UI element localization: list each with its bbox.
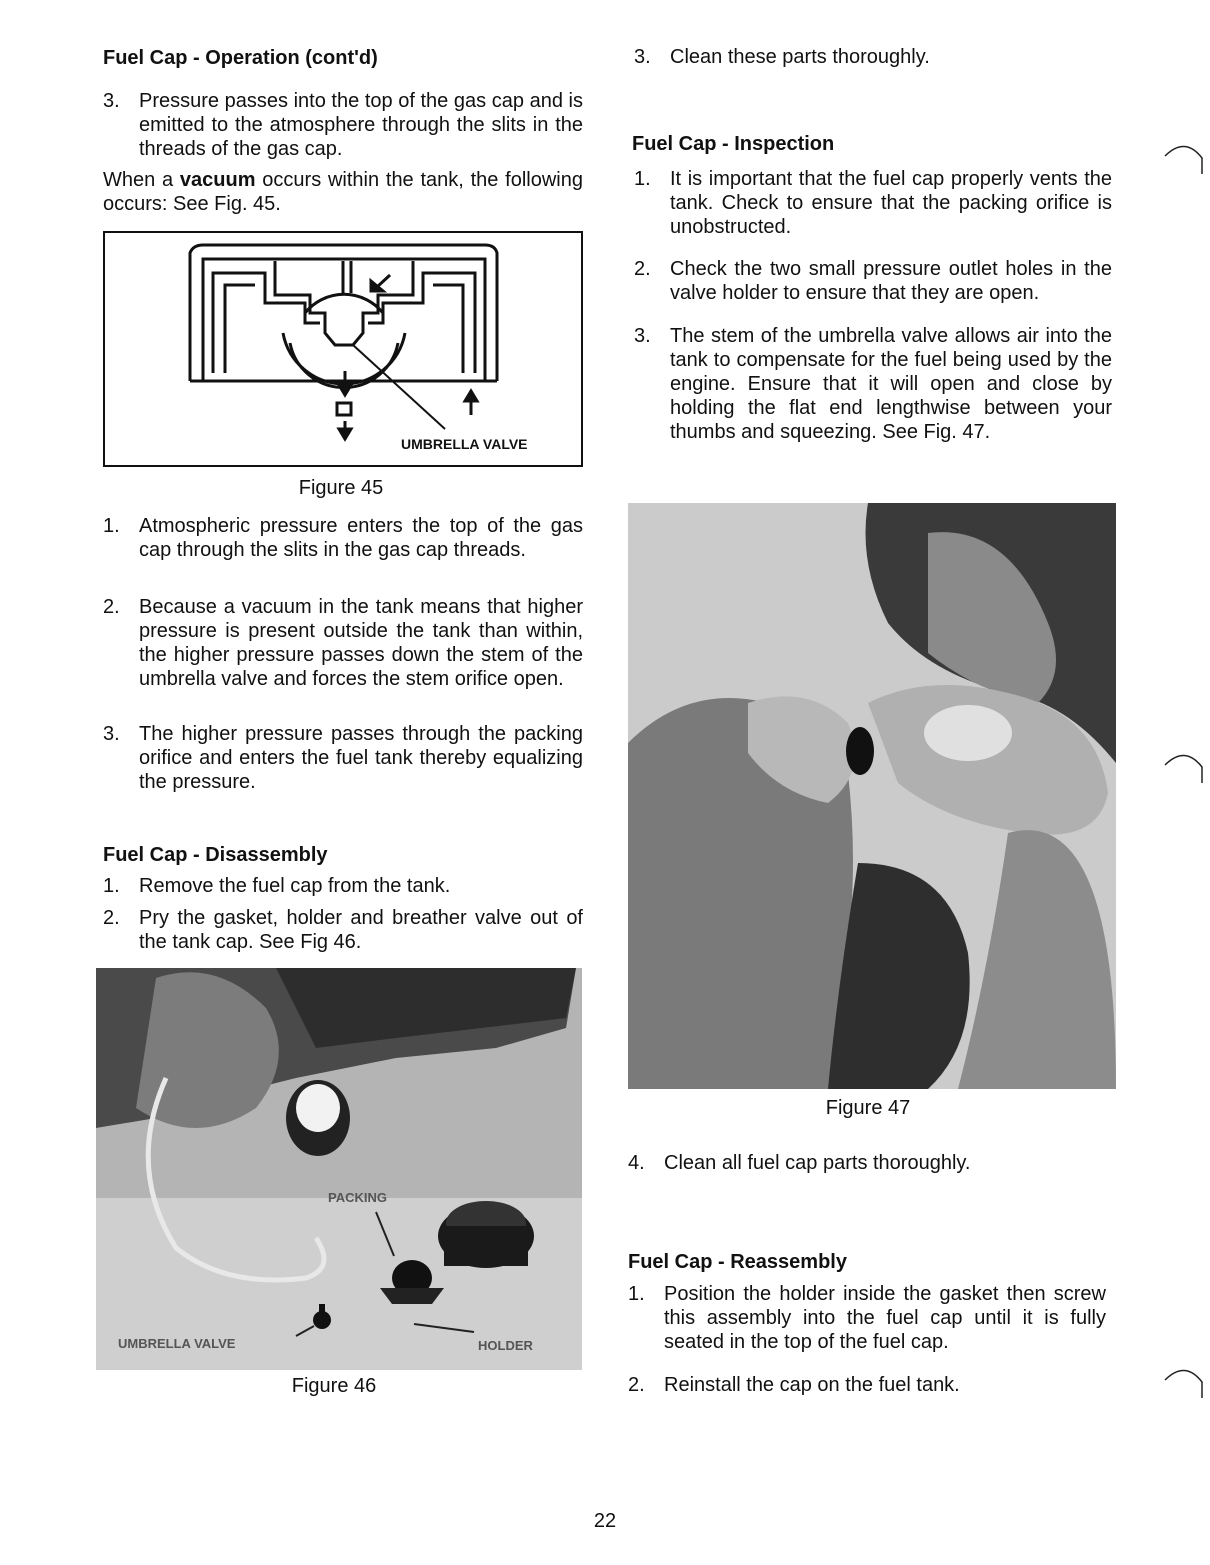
figure-47-caption: Figure 47: [825, 1097, 911, 1119]
binding-hole-mark-top: [1160, 138, 1210, 198]
figure-45-caption: Figure 45: [298, 477, 384, 499]
figure-47-photo: [628, 503, 1116, 1089]
step-text: Position the holder inside the gasket then screw this assembly into the fuel cap until it is fully seated in the top of the fuel cap.: [664, 1283, 1106, 1353]
disassembly-step-2: [103, 906, 583, 954]
vacuum-text-before: When a: [103, 169, 180, 191]
step-text: Pressure passes into the top of the gas cap and is emitted to the atmosphere through the slits in the threads of the gas cap.: [139, 90, 583, 160]
step-text: The higher pressure passes through the packing orifice and enters the fuel tank thereby equalizing the pressure.: [139, 723, 583, 793]
step-text: Clean these parts thoroughly.: [670, 46, 930, 68]
step-number: 1.: [634, 168, 651, 190]
thumbs-squeezing-valve-photo: [628, 503, 1116, 1089]
step-text: The stem of the umbrella valve allows air into the tank to compensate for the fuel being used by the engine. Ensure that it will open and close by holding the flat end lengthwise between your thumbs and squeezing. See Fig. 47.: [670, 325, 1112, 443]
step-text: Because a vacuum in the tank means that higher pressure is present outside the tank than within, the higher pressure passes down the stem of the umbrella valve and forces the stem orifice open.: [139, 596, 583, 690]
binding-hole-mark-middle: [1160, 745, 1210, 805]
page-number: 22: [593, 1510, 617, 1532]
step-text: Reinstall the cap on the fuel tank.: [664, 1374, 960, 1396]
fuel-cap-parts-photo: [96, 968, 582, 1370]
step-number: 3.: [634, 325, 651, 347]
step-number: 3.: [634, 46, 651, 68]
step-number: 1.: [628, 1283, 645, 1305]
step-number: 3.: [103, 723, 120, 745]
vacuum-step-1: [103, 514, 583, 562]
binding-hole-mark-bottom: [1160, 1360, 1210, 1420]
step-text: Clean all fuel cap parts thoroughly.: [664, 1152, 971, 1174]
disassembly-heading: Fuel Cap - Disassembly: [103, 844, 328, 866]
disassembly-step-1: [103, 874, 583, 898]
vacuum-text-after: occurs within the tank, the following occurs: See Fig. 45.: [103, 169, 583, 215]
vacuum-step-3: [103, 722, 583, 794]
umbrella-valve-label: UMBRELLA VALVE: [401, 436, 528, 452]
vacuum-bold: vacuum: [179, 169, 256, 191]
step-text: Check the two small pressure outlet holes in the valve holder to ensure that they are open.: [670, 258, 1112, 304]
umbrella-valve-photo-label: UMBRELLA VALVE: [118, 1336, 236, 1351]
step-text: It is important that the fuel cap properly vents the tank. Check to ensure that the packing orifice is unobstructed.: [670, 168, 1112, 238]
packing-label: PACKING: [328, 1190, 387, 1205]
figure-45-diagram: [103, 231, 583, 467]
figure-46-photo: [96, 968, 582, 1370]
figure-46-caption: Figure 46: [291, 1375, 377, 1397]
step-text: Remove the fuel cap from the tank.: [139, 875, 451, 897]
step-number: 1.: [103, 515, 120, 537]
step-number: 3.: [103, 90, 120, 112]
inspection-heading: Fuel Cap - Inspection: [632, 133, 835, 155]
vacuum-paragraph: [103, 168, 583, 216]
step-number: 4.: [628, 1152, 645, 1174]
reassembly-step-2: [628, 1373, 1106, 1397]
step-text: Pry the gasket, holder and breather valve out of the tank cap. See Fig 46.: [139, 907, 583, 953]
step-number: 2.: [103, 907, 120, 929]
reassembly-step-1: [628, 1282, 1106, 1354]
fuel-cap-cross-section-drawing: [105, 233, 581, 465]
holder-label: HOLDER: [478, 1338, 533, 1353]
step-number: 2.: [634, 258, 651, 280]
reassembly-heading: Fuel Cap - Reassembly: [628, 1251, 847, 1273]
clean-parts-step: [634, 45, 1114, 69]
step-text: Atmospheric pressure enters the top of the gas cap through the slits in the gas cap threads.: [139, 515, 583, 561]
inspection-step-3: [634, 324, 1112, 444]
inspection-step-2: [634, 257, 1112, 305]
vacuum-step-2: [103, 595, 583, 691]
step-number: 2.: [628, 1374, 645, 1396]
clean-all-step: [628, 1151, 1108, 1175]
inspection-step-1: [634, 167, 1112, 239]
operation-heading: Fuel Cap - Operation (cont'd): [103, 47, 378, 69]
operation-step-3: [103, 89, 583, 161]
step-number: 2.: [103, 596, 120, 618]
step-number: 1.: [103, 875, 120, 897]
